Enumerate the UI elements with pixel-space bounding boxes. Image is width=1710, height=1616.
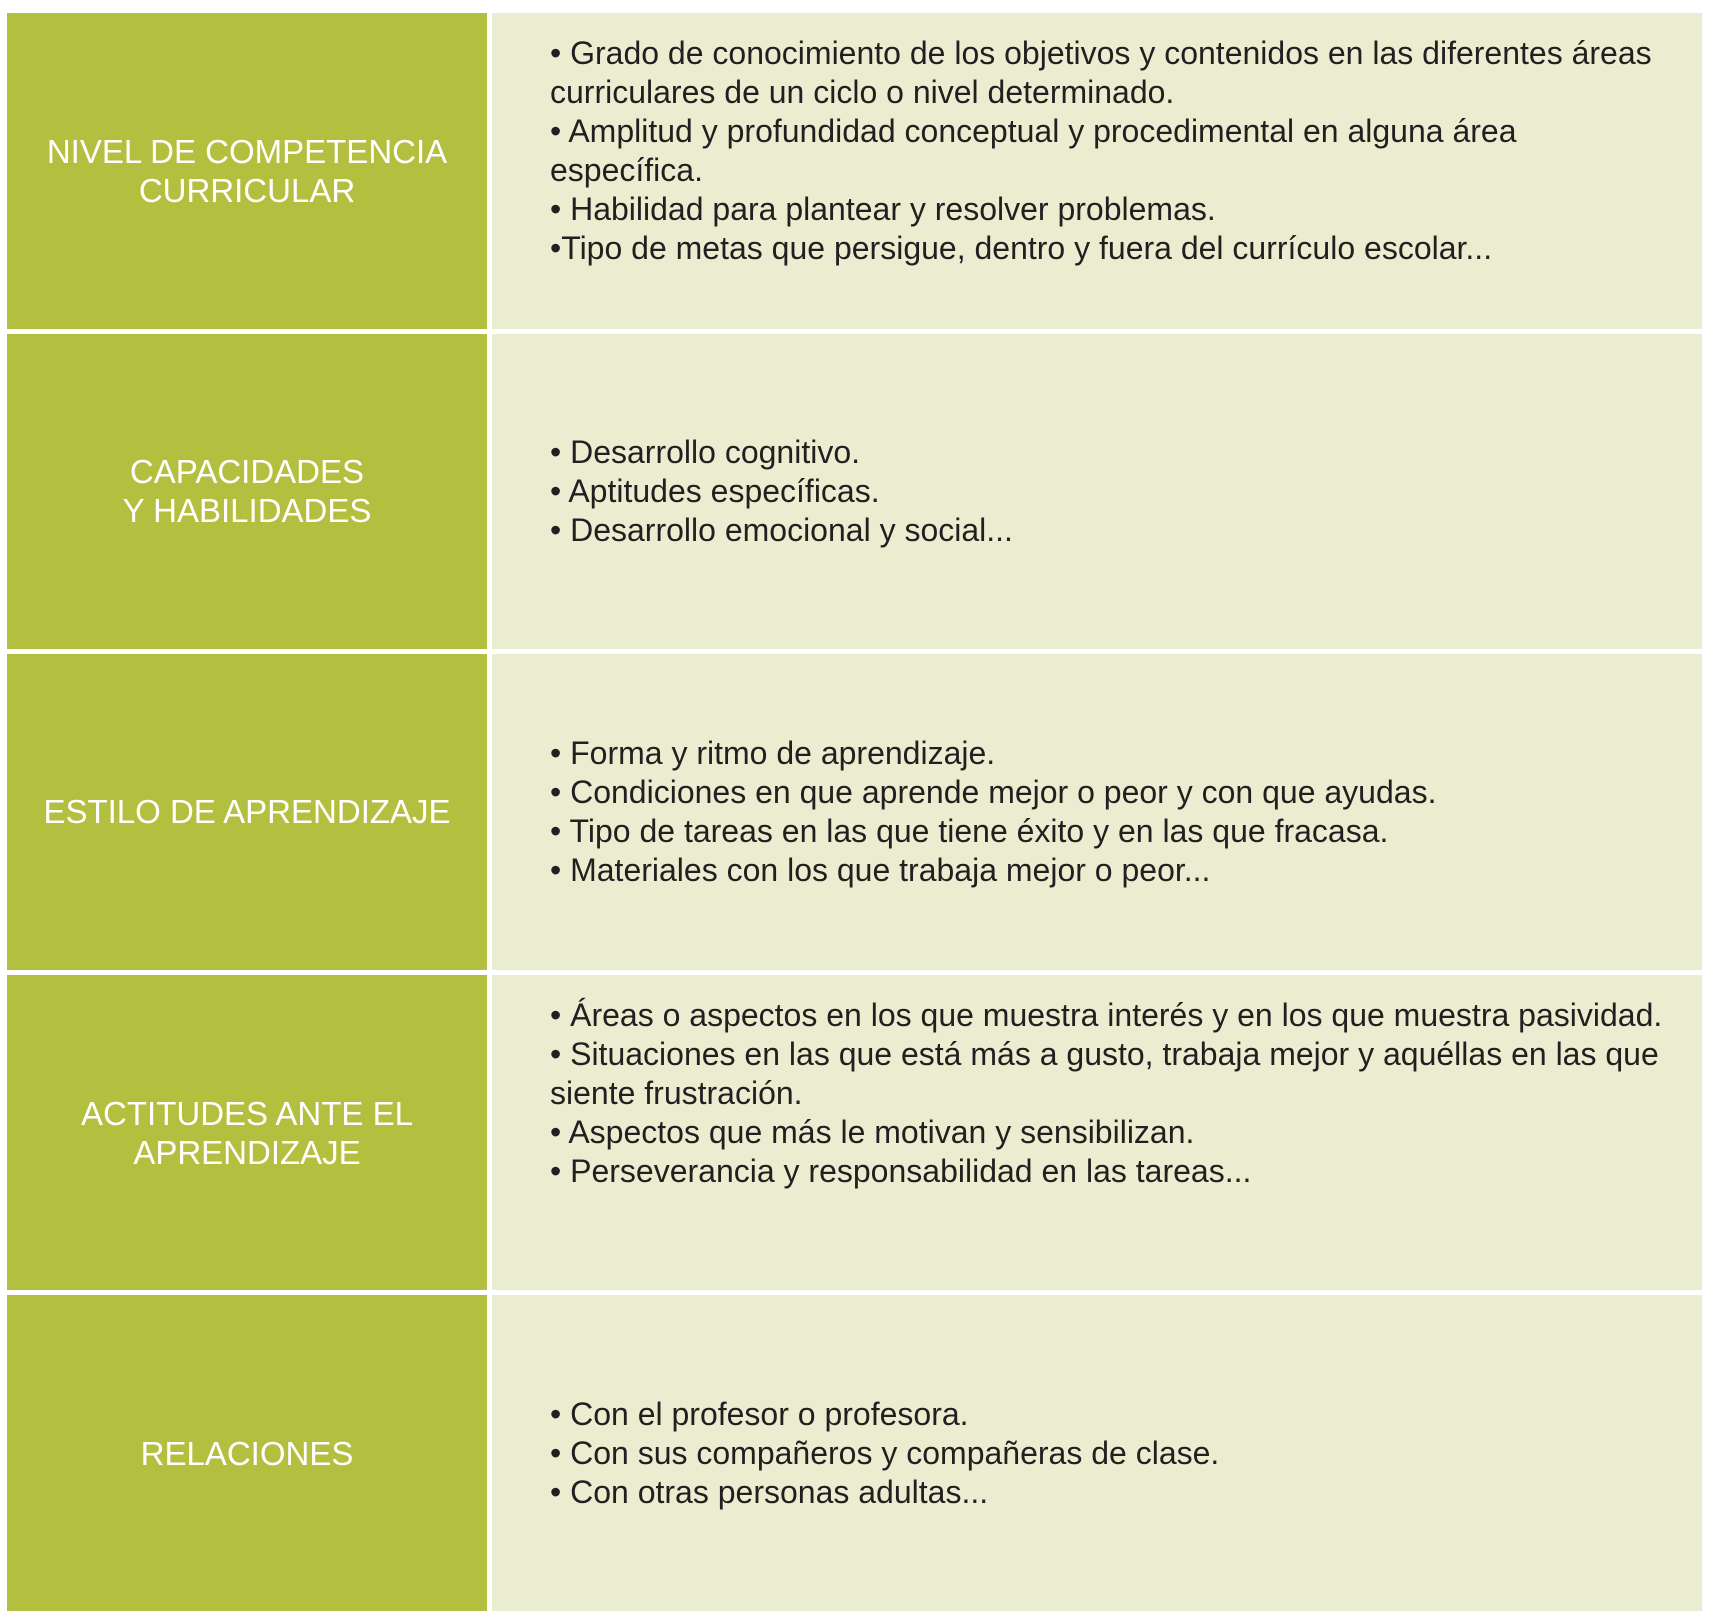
list-item: • Materiales con los que trabaja mejor o peor... <box>550 851 1211 888</box>
row-label: RELACIONES <box>140 1434 354 1472</box>
list-item: • Tipo de tareas en las que tiene éxito y en las que fracasa. <box>550 812 1389 849</box>
list-item: • Aptitudes específicas. <box>550 472 880 509</box>
row-content-cell <box>492 1295 1702 1611</box>
table-row-actitudes <box>7 975 1702 1291</box>
row-content-cell <box>492 654 1702 970</box>
table-row-capacidades <box>7 334 1702 650</box>
list-item: • Con sus compañeros y compañeras de clase. <box>550 1434 1220 1471</box>
row-label-cell <box>7 334 487 650</box>
list-item: • Amplitud y profundidad conceptual y procedimental en alguna área específica. <box>550 113 1517 188</box>
row-content-cell <box>492 13 1702 329</box>
row-label: ESTILO DE APRENDIZAJE <box>43 793 451 831</box>
assessment-table <box>7 13 1702 1611</box>
list-item: • Desarrollo emocional y social... <box>550 511 1013 548</box>
row-label-cell <box>7 13 487 329</box>
list-item: •Tipo de metas que persigue, dentro y fuera del currículo escolar... <box>550 230 1493 266</box>
row-label: CAPACIDADES Y HABILIDADES <box>122 453 372 530</box>
list-item: • Perseverancia y responsabilidad en las tareas... <box>550 1152 1252 1189</box>
table-row-estilo-aprendizaje <box>7 654 1702 970</box>
row-label: NIVEL DE COMPETENCIA CURRICULAR <box>46 132 448 209</box>
list-item: • Aspectos que más le motivan y sensibilizan. <box>550 1113 1195 1150</box>
list-item: • Áreas o aspectos en los que muestra interés y en los que muestra pasividad. <box>550 996 1663 1033</box>
row-label-cell <box>7 1295 487 1611</box>
row-content-cell <box>492 975 1702 1291</box>
row-label: ACTITUDES ANTE EL APRENDIZAJE <box>81 1094 413 1171</box>
list-item: • Con otras personas adultas... <box>550 1473 989 1510</box>
table-row-relaciones <box>7 1295 1702 1611</box>
row-content-cell <box>492 334 1702 650</box>
list-item: • Habilidad para plantear y resolver problemas. <box>550 191 1216 227</box>
table-row-competencia-curricular <box>7 13 1702 329</box>
list-item: • Situaciones en las que está más a gusto, trabaja mejor y aquéllas en las que siente frustración. <box>550 1035 1659 1111</box>
list-item: • Grado de conocimiento de los objetivos y contenidos en las diferentes áreas curriculares de un ciclo o nivel determinado. <box>550 35 1652 110</box>
row-label-cell <box>7 975 487 1291</box>
row-label-cell <box>7 654 487 970</box>
list-item: • Desarrollo cognitivo. <box>550 433 860 470</box>
list-item: • Con el profesor o profesora. <box>550 1395 969 1432</box>
list-item: • Condiciones en que aprende mejor o peor y con que ayudas. <box>550 773 1437 810</box>
list-item: • Forma y ritmo de aprendizaje. <box>550 734 996 771</box>
